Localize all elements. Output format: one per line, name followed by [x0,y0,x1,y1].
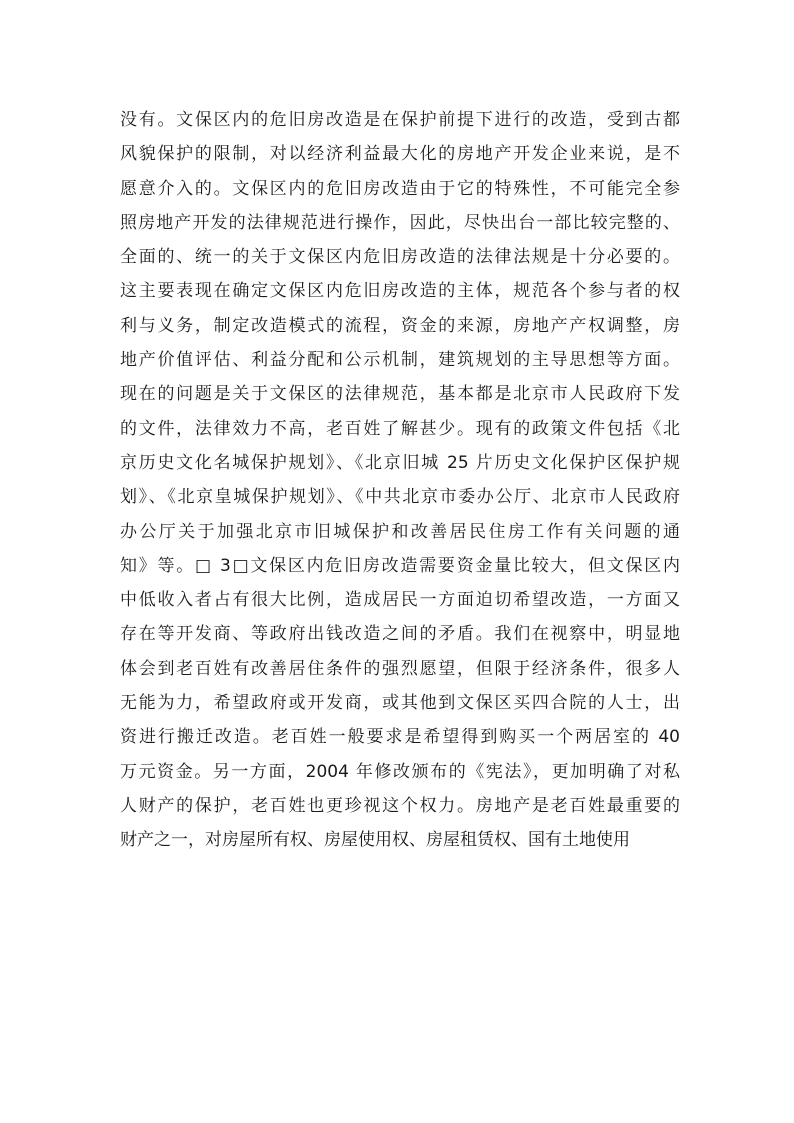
text-line: 京历史文化名城保护规划》、《北京旧城 25 片历史文化保护区保护规 [120,452,680,473]
text-line: 知》等。□ 3□文保区内危旧房改造需要资金量比较大，但文保区内 [120,555,680,576]
text-line: 没有。文保区内的危旧房改造是在保护前提下进行的改造，受到古都 [120,110,680,130]
body-text [120,103,680,858]
text-line: 存在等开发商、等政府出钱改造之间的矛盾。我们在视察中，明显地 [120,624,680,645]
text-line: 全面的、统一的关于文保区内危旧房改造的法律法规是十分必要的。 [120,247,680,268]
text-line: 财产之一，对房屋所有权、房屋使用权、房屋租赁权、国有土地使用 [120,830,630,851]
text-line: 资进行搬迁改造。老百姓一般要求是希望得到购买一个两居室的 40 [120,727,680,748]
text-line: 人财产的保护，老百姓也更珍视这个权力。房地产是老百姓最重要的 [120,795,680,816]
text-line: 万元资金。另一方面，2004 年修改颁布的《宪法》，更加明确了对私 [120,761,680,782]
text-line: 的文件，法律效力不高，老百姓了解甚少。现有的政策文件包括《北 [120,418,680,439]
text-line: 体会到老百姓有改善居住条件的强烈愿望，但限于经济条件，很多人 [120,658,680,679]
text-line: 办公厅关于加强北京市旧城保护和改善居民住房工作有关问题的通 [120,521,680,542]
text-line: 中低收入者占有很大比例，造成居民一方面迫切希望改造，一方面又 [120,590,680,611]
text-line: 风貌保护的限制，对以经济利益最大化的房地产开发企业来说，是不 [120,144,680,165]
text-line: 现在的问题是关于文保区的法律规范，基本都是北京市人民政府下发 [120,384,680,405]
text-line: 这主要表现在确定文保区内危旧房改造的主体，规范各个参与者的权 [120,281,680,302]
text-line: 愿意介入的。文保区内的危旧房改造由于它的特殊性，不可能完全参 [120,178,680,199]
text-line: 无能为力，希望政府或开发商，或其他到文保区买四合院的人士，出 [120,693,680,714]
text-line: 划》、《北京皇城保护规划》、《中共北京市委办公厅、北京市人民政府 [120,487,680,508]
text-line: 利与义务，制定改造模式的流程，资金的来源，房地产产权调整，房 [120,315,680,336]
text-line: 照房地产开发的法律规范进行操作，因此，尽快出台一部比较完整的、 [120,212,680,233]
text-line: 地产价值评估、利益分配和公示机制，建筑规划的主导思想等方面。 [120,350,680,371]
